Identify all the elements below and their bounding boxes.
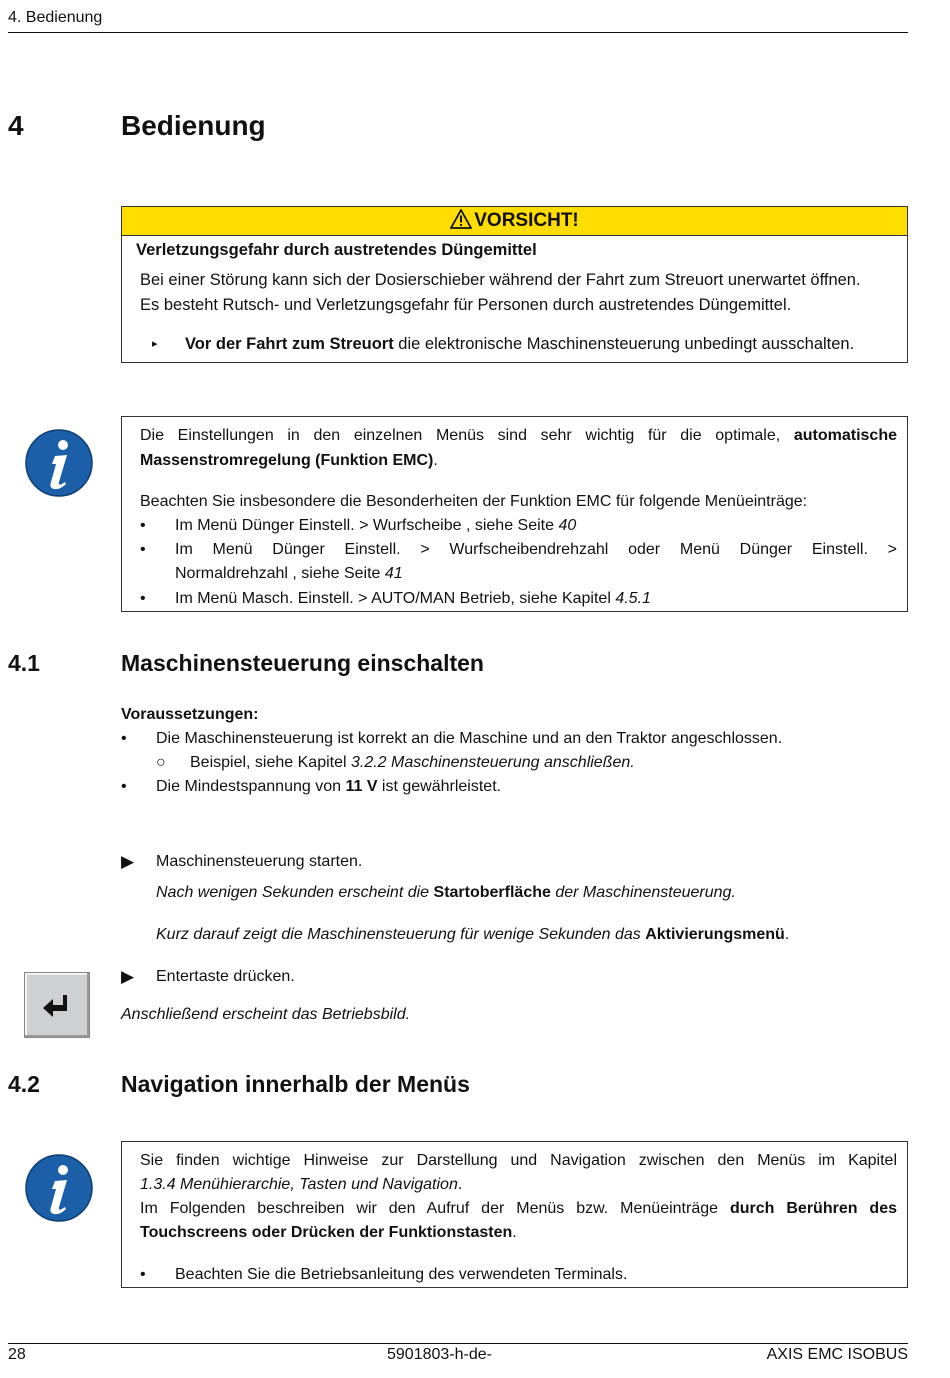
info2-p2-line1 xyxy=(140,1200,897,1218)
chapter-title: Bedienung xyxy=(121,110,266,141)
info1-b3-text: Im Menü Masch. Einstell. > AUTO/MAN Betrieb, siehe Kapitel xyxy=(175,590,616,607)
bullet: • xyxy=(140,590,146,607)
warning-action xyxy=(185,335,854,354)
step-2: Entertaste drücken. xyxy=(156,968,295,985)
enter-key-icon xyxy=(24,972,90,1038)
info2-p1-ref: 1.3.4 Menühierarchie, Tasten und Navigation xyxy=(140,1176,458,1193)
prereq-1-sub-ref: 3.2.2 Maschinensteuerung anschließen xyxy=(350,754,631,771)
prereq-1-sub xyxy=(190,754,635,772)
info1-p1-end: . xyxy=(433,452,438,469)
page-number: 28 xyxy=(8,1346,26,1363)
info2-p1-line2 xyxy=(140,1176,462,1194)
action-marker: ▸ xyxy=(152,338,158,350)
step-marker: ▶ xyxy=(121,967,135,986)
prereq-1-sub-end: . xyxy=(630,754,635,771)
prereq-1-sub-text: Beispiel, siehe Kapitel xyxy=(190,754,351,771)
info1-b2-ref: 41 xyxy=(384,565,403,582)
info1-p1-text: Die Einstellungen in den einzelnen Menüs sind sehr wichtig für die optimale, xyxy=(140,427,781,444)
prereq-2-text: Die Mindestspannung von xyxy=(156,778,346,795)
result-1-bold: Startoberfläche xyxy=(433,884,551,901)
info2-p1-line1: Sie finden wichtige Hinweise zur Darstellung und Navigation zwischen den Menüs im Kapitel xyxy=(140,1152,897,1169)
header-rule xyxy=(8,32,908,33)
info1-b1-text: Im Menü Dünger Einstell. > Wurfscheibe , siehe Seite xyxy=(175,517,559,534)
warning-heading: Verletzungsgefahr durch austretendes Düngemittel xyxy=(136,241,537,259)
info1-bullet2-line1: Im Menü Dünger Einstell. > Wurfscheibendrehzahl oder Menü Dünger Einstell. > xyxy=(175,541,897,558)
result-1-end: der Maschinensteuerung. xyxy=(550,884,736,901)
prereq-2-voltage: 11 V xyxy=(345,778,378,795)
info1-p1-line2 xyxy=(140,452,438,470)
document-id: 5901803-h-de- xyxy=(387,1346,492,1363)
warning-action-rest: die elektronische Maschinensteuerung unbedingt ausschalten. xyxy=(393,335,855,353)
bullet: • xyxy=(121,778,127,795)
running-header: 4. Bedienung xyxy=(8,9,103,26)
footer-rule xyxy=(8,1343,908,1344)
info2-p1-end: . xyxy=(457,1176,463,1193)
info1-bullet2-line2 xyxy=(175,565,403,583)
warning-box xyxy=(121,206,908,363)
product-name: AXIS EMC ISOBUS xyxy=(766,1346,908,1363)
info-box-emc xyxy=(121,416,908,612)
info2-p2-end: . xyxy=(512,1224,517,1241)
info2-bullet1: Beachten Sie die Betriebsanleitung des verwendeten Terminals. xyxy=(175,1266,628,1283)
warning-text-line2: Es besteht Rutsch- und Verletzungsgefahr für Personen durch austretendes Düngemittel. xyxy=(140,296,792,314)
section-title: Maschinensteuerung einschalten xyxy=(121,650,484,676)
info-icon xyxy=(24,1153,94,1223)
section-number: 4.1 xyxy=(8,650,40,676)
info2-p2-bold2: Touchscreens oder Drücken der Funktionstasten xyxy=(140,1224,513,1241)
section-number: 4.2 xyxy=(8,1071,40,1097)
info-box-navigation xyxy=(121,1141,908,1288)
info1-b3-ref: 4.5.1 xyxy=(615,590,651,607)
warning-triangle-icon xyxy=(450,209,472,229)
bullet: • xyxy=(140,541,146,558)
result-2-bold: Aktivierungsmenü xyxy=(645,926,785,943)
prereq-2-end: ist gewährleistet. xyxy=(377,778,502,795)
sub-bullet: ○ xyxy=(156,754,166,771)
section-title: Navigation innerhalb der Menüs xyxy=(121,1071,470,1097)
enter-arrow-icon xyxy=(25,973,89,1037)
result-2 xyxy=(156,926,789,944)
step-1: Maschinensteuerung starten. xyxy=(156,853,363,870)
result-1 xyxy=(156,884,736,902)
info1-bullet3 xyxy=(175,590,651,608)
warning-action-bold: Vor der Fahrt zum Streuort xyxy=(185,335,394,353)
result-2-end: . xyxy=(784,926,790,943)
info1-p1-bold: automatische xyxy=(793,427,897,444)
final-result: Anschließend erscheint das Betriebsbild. xyxy=(121,1006,411,1023)
step-marker: ▶ xyxy=(121,852,135,871)
info2-p2-line2 xyxy=(140,1224,517,1242)
result-2-text: Kurz darauf zeigt die Maschinensteuerung für wenige Sekunden das xyxy=(156,926,646,943)
warning-label: VORSICHT! xyxy=(474,210,579,231)
prereq-label: Voraussetzungen: xyxy=(121,706,259,723)
info1-p1-bold2: Massenstromregelung (Funktion EMC) xyxy=(140,452,434,469)
warning-text-line1: Bei einer Störung kann sich der Dosierschieber während der Fahrt zum Streuort unerwartet öffnen. xyxy=(140,271,861,289)
result-1-text: Nach wenigen Sekunden erscheint die xyxy=(156,884,434,901)
bullet: • xyxy=(140,1266,146,1283)
info1-b2-text: Normaldrehzahl , siehe Seite xyxy=(175,565,385,582)
info2-p2-text: Im Folgenden beschreiben wir den Aufruf der Menüs bzw. Menüeinträge xyxy=(140,1200,719,1217)
info2-p2-bold: durch Berühren des xyxy=(729,1200,897,1217)
bullet: • xyxy=(121,730,127,747)
info-icon xyxy=(24,428,94,498)
bullet: • xyxy=(140,517,146,534)
info1-bullet1 xyxy=(175,517,576,535)
prereq-2 xyxy=(156,778,501,796)
info1-b1-ref: 40 xyxy=(558,517,577,534)
prereq-1: Die Maschinensteuerung ist korrekt an die Maschine und an den Traktor angeschlossen. xyxy=(156,730,783,747)
info1-p1-line1 xyxy=(140,427,897,445)
chapter-number: 4 xyxy=(8,110,24,141)
warning-banner xyxy=(122,207,907,236)
info1-p2: Beachten Sie insbesondere die Besonderheiten der Funktion EMC für folgende Menüeinträge: xyxy=(140,493,808,510)
